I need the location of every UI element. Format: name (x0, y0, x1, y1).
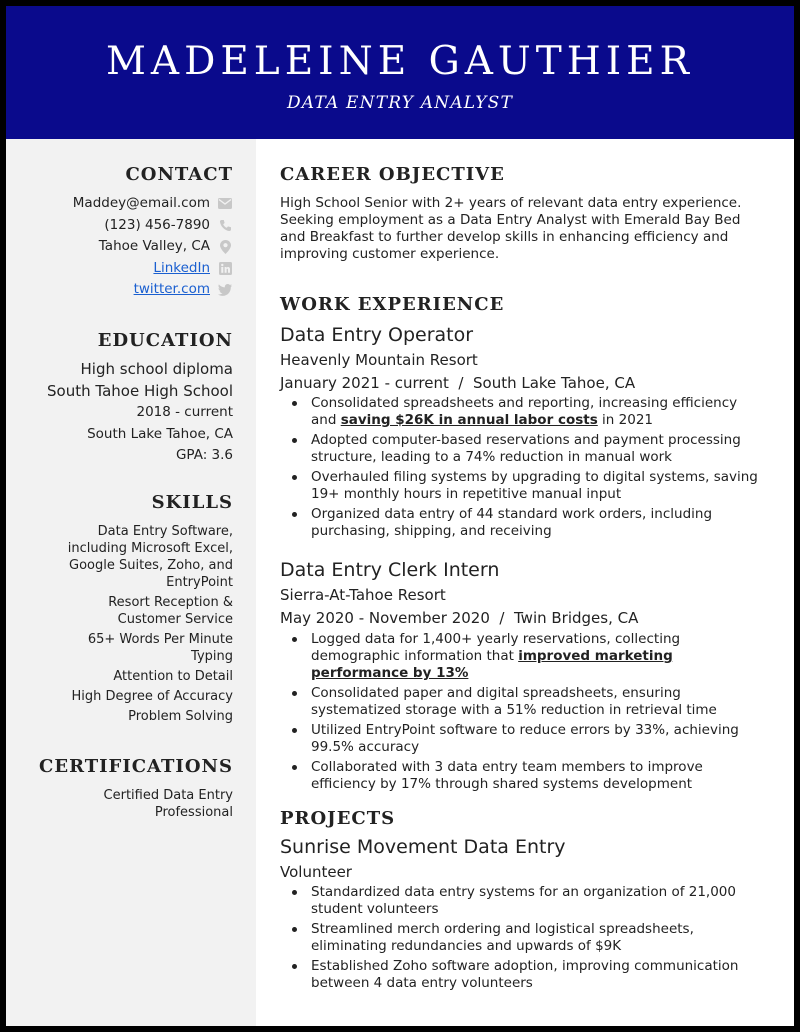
skills-heading: SKILLS (151, 492, 233, 513)
project-bullets (280, 884, 760, 995)
sidebar (6, 139, 256, 1026)
highlight-text: improved marketing performance by 13% (311, 648, 673, 681)
skill-item: Problem Solving (128, 709, 233, 724)
contact-phone-text: (123) 456-7890 (104, 216, 210, 233)
work-heading: WORK EXPERIENCE (280, 294, 505, 315)
candidate-name: MADELEINE GAUTHIER (105, 39, 695, 84)
skills-section (6, 492, 233, 728)
skill-item: Resort Reception & Customer Service (108, 595, 233, 627)
location-icon (217, 240, 233, 254)
skill-item: Data Entry Software, including Microsoft Excel, Google Suites, Zoho, and EntryPoint (67, 524, 233, 590)
projects-heading: PROJECTS (280, 808, 396, 829)
contact-location-text: Tahoe Valley, CA (98, 238, 210, 254)
twitter-icon (217, 283, 233, 297)
phone-icon (217, 218, 233, 232)
job-bullets (280, 395, 760, 543)
objective-text: High School Senior with 2+ years of relevant data entry experience. Seeking employment as a Data Entry Analyst with Emerald Bay Bed and Breakfast to further develop skills in enhancing efficiency and improving customer experience. (280, 195, 742, 262)
education-location: South Lake Tahoe, CA (87, 425, 233, 442)
bullet-item: Overhauled filing systems by upgrading to digital systems, saving 19+ monthly hours in repetitive manual input (280, 469, 760, 503)
skill-item: Attention to Detail (113, 669, 233, 684)
contact-section (6, 164, 233, 301)
bullet-item: Established Zoho software adoption, improving communication between 4 data entry volunteers (280, 958, 760, 992)
project-title: Sunrise Movement Data Entry (280, 836, 566, 858)
contact-email-text: Maddey@email.com (72, 195, 210, 211)
contact-linkedin (6, 258, 233, 280)
bullet-item: Streamlined merch ordering and logistical spreadsheets, eliminating redundancies and upwards of $9K (280, 921, 760, 955)
job-bullets (280, 631, 760, 796)
job-company: Heavenly Mountain Resort (280, 351, 478, 369)
bullet-item: Logged data for 1,400+ yearly reservations, collecting demographic information that improved marketing performance by 13% (280, 631, 760, 682)
contact-email (6, 193, 233, 215)
job-dates-location: January 2021 - current / South Lake Tahoe, CA (280, 374, 636, 392)
bullet-item: Organized data entry of 44 standard work orders, including purchasing, shipping, and receiving (280, 506, 760, 540)
skill-item: 65+ Words Per Minute Typing (87, 632, 233, 664)
job-dates-location: May 2020 - November 2020 / Twin Bridges, CA (280, 609, 639, 627)
linkedin-link[interactable]: LinkedIn (153, 259, 210, 276)
certifications-heading: CERTIFICATIONS (39, 756, 233, 777)
bullet-item: Adopted computer-based reservations and payment processing structure, leading to a 74% reduction in manual work (280, 432, 760, 466)
certification-item: Certified Data Entry Professional (103, 788, 233, 820)
education-heading: EDUCATION (97, 330, 233, 351)
job-title: Data Entry Clerk Intern (280, 559, 500, 581)
certifications-section (6, 756, 233, 824)
education-gpa: GPA: 3.6 (175, 447, 233, 463)
contact-location (6, 236, 233, 258)
education-dates: 2018 - current (136, 404, 233, 420)
project-role: Volunteer (280, 863, 352, 881)
bullet-item: Standardized data entry systems for an organization of 21,000 student volunteers (280, 884, 760, 918)
education-school: South Tahoe High School (47, 382, 233, 400)
contact-twitter (6, 279, 233, 301)
candidate-title: DATA ENTRY ANALYST (286, 93, 514, 113)
skill-item: High Degree of Accuracy (71, 689, 233, 704)
contact-phone (6, 215, 233, 237)
job-title: Data Entry Operator (280, 324, 474, 346)
bullet-item: Collaborated with 3 data entry team members to improve efficiency by 17% through shared systems development (280, 759, 760, 793)
contact-heading: CONTACT (125, 164, 233, 185)
job-company: Sierra-At-Tahoe Resort (280, 586, 446, 604)
education-section (6, 330, 233, 467)
objective-heading: CAREER OBJECTIVE (280, 164, 505, 185)
education-degree: High school diploma (80, 360, 233, 378)
resume-page (6, 6, 794, 1026)
bullet-item: Consolidated paper and digital spreadsheets, ensuring systematized storage with a 51% reduction in retrieval time (280, 685, 760, 719)
bullet-item: Consolidated spreadsheets and reporting, increasing efficiency and saving $26K in annual labor costs in 2021 (280, 395, 760, 429)
email-icon (217, 197, 233, 211)
twitter-link[interactable]: twitter.com (133, 281, 210, 297)
resume-header (6, 6, 794, 139)
highlight-text: saving $26K in annual labor costs (340, 412, 598, 428)
linkedin-icon (217, 261, 233, 275)
bullet-item: Utilized EntryPoint software to reduce errors by 33%, achieving 99.5% accuracy (280, 722, 760, 756)
